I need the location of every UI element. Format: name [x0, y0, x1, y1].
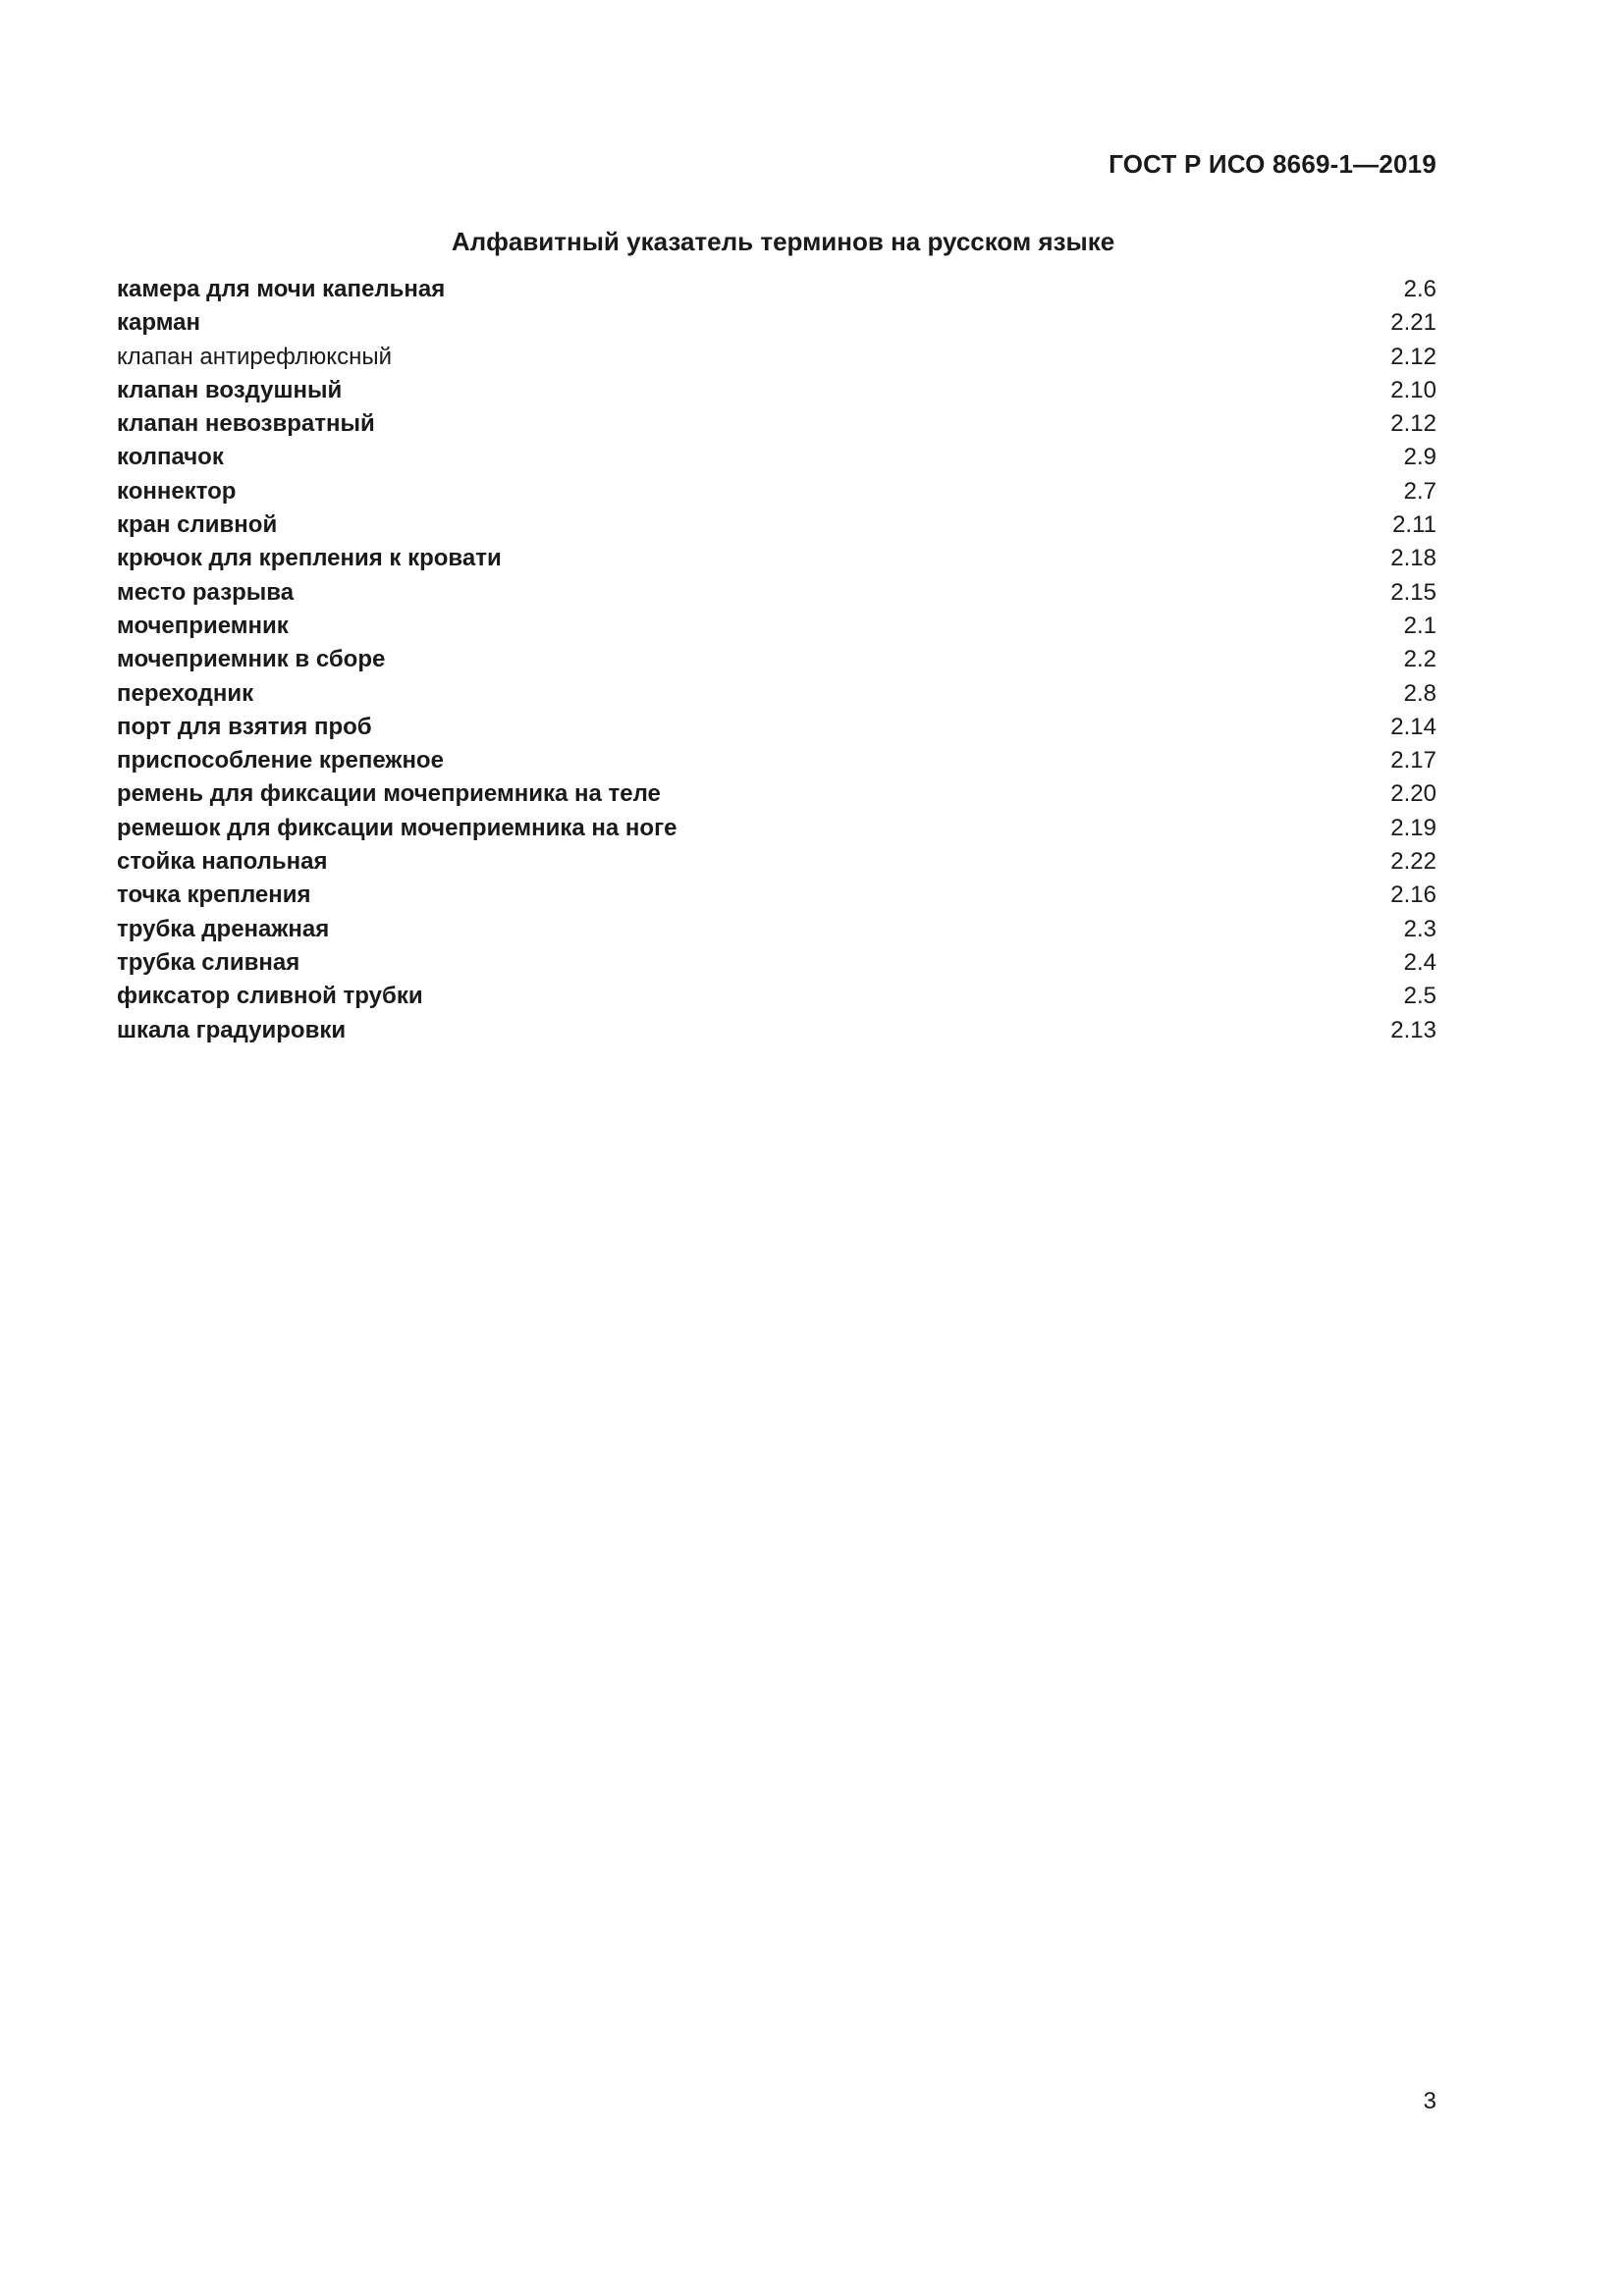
index-entry-term: место разрыва	[117, 578, 295, 606]
index-entry-term: трубка дренажная	[117, 915, 330, 942]
index-entry-term: коннектор	[117, 477, 237, 505]
index-entry-term: шкала градуировки	[117, 1016, 347, 1043]
index-entry-ref: 2.12	[1390, 343, 1436, 370]
index-entry	[117, 913, 1436, 946]
index-entry-ref: 2.14	[1390, 713, 1436, 740]
index-entry-ref: 2.20	[1390, 780, 1436, 808]
index-entry-term: карман	[117, 309, 200, 337]
index-entry	[117, 508, 1436, 542]
index-entry-ref: 2.11	[1392, 511, 1436, 539]
page-number: 3	[1423, 2088, 1436, 2114]
index-entry-ref: 2.16	[1390, 881, 1436, 909]
index-entry-term: кран сливной	[117, 511, 278, 539]
index-entry-ref: 2.2	[1403, 646, 1436, 673]
index-entry	[117, 711, 1436, 744]
index-entry-ref: 2.1	[1403, 612, 1436, 639]
index-entry	[117, 677, 1436, 711]
index-entry	[117, 946, 1436, 980]
index-entry	[117, 610, 1436, 643]
index-entry	[117, 845, 1436, 879]
document-code: ГОСТ Р ИСО 8669-1—2019	[1109, 149, 1436, 179]
index-entry-ref: 2.19	[1390, 814, 1436, 841]
index-entry-term: камера для мочи капельная	[117, 276, 446, 302]
index-entry-ref: 2.8	[1403, 679, 1436, 707]
index-entry	[117, 576, 1436, 610]
index-entry-term: приспособление крепежное	[117, 747, 444, 774]
index-entry	[117, 777, 1436, 811]
index-entry	[117, 643, 1436, 676]
index-entry-term: клапан антирефлюксный	[117, 343, 392, 370]
index-entry-term: точка крепления	[117, 881, 311, 909]
index-entry-ref: 2.9	[1403, 444, 1436, 471]
index-entry-term: мочеприемник в сборе	[117, 646, 386, 673]
index-entry	[117, 475, 1436, 508]
index-entry-term: крючок для крепления к кровати	[117, 545, 502, 572]
index-entry-ref: 2.15	[1390, 578, 1436, 606]
index-entry-ref: 2.3	[1403, 915, 1436, 942]
index-entry-ref: 2.13	[1390, 1016, 1436, 1043]
index-entry-ref: 2.5	[1403, 983, 1436, 1010]
index-entry-term: ремешок для фиксации мочеприемника на ноге	[117, 814, 677, 841]
index-entry	[117, 273, 1436, 306]
index-entry-term: клапан невозвратный	[117, 410, 375, 438]
index-entry	[117, 542, 1436, 575]
index-entry	[117, 980, 1436, 1013]
index-entry-term: клапан воздушный	[117, 376, 343, 403]
index-entry-term: ремень для фиксации мочеприемника на теле	[117, 780, 661, 808]
index-entry-ref: 2.12	[1390, 410, 1436, 438]
term-index-list	[117, 273, 1436, 1047]
index-entry-ref: 2.10	[1390, 376, 1436, 403]
index-entry-ref: 2.4	[1403, 948, 1436, 976]
index-entry-ref: 2.22	[1390, 848, 1436, 876]
index-entry-ref: 2.21	[1390, 309, 1436, 337]
index-entry-term: порт для взятия проб	[117, 713, 372, 740]
index-entry-ref: 2.17	[1390, 747, 1436, 774]
index-entry-ref: 2.18	[1390, 545, 1436, 572]
index-entry-ref: 2.6	[1403, 276, 1436, 302]
index-entry	[117, 306, 1436, 340]
index-entry-term: переходник	[117, 679, 254, 707]
index-entry	[117, 441, 1436, 474]
index-entry-term: мочеприемник	[117, 612, 289, 639]
index-entry	[117, 744, 1436, 777]
index-entry	[117, 341, 1436, 374]
index-entry	[117, 407, 1436, 441]
index-entry-ref: 2.7	[1403, 477, 1436, 505]
index-entry-term: трубка сливная	[117, 948, 300, 976]
index-entry-term: колпачок	[117, 444, 224, 471]
index-entry	[117, 374, 1436, 407]
index-entry	[117, 812, 1436, 845]
index-entry-term: фиксатор сливной трубки	[117, 983, 423, 1010]
index-entry-term: стойка напольная	[117, 848, 328, 876]
index-title: Алфавитный указатель терминов на русском языке	[451, 227, 1115, 256]
index-entry	[117, 879, 1436, 912]
index-entry	[117, 1014, 1436, 1047]
